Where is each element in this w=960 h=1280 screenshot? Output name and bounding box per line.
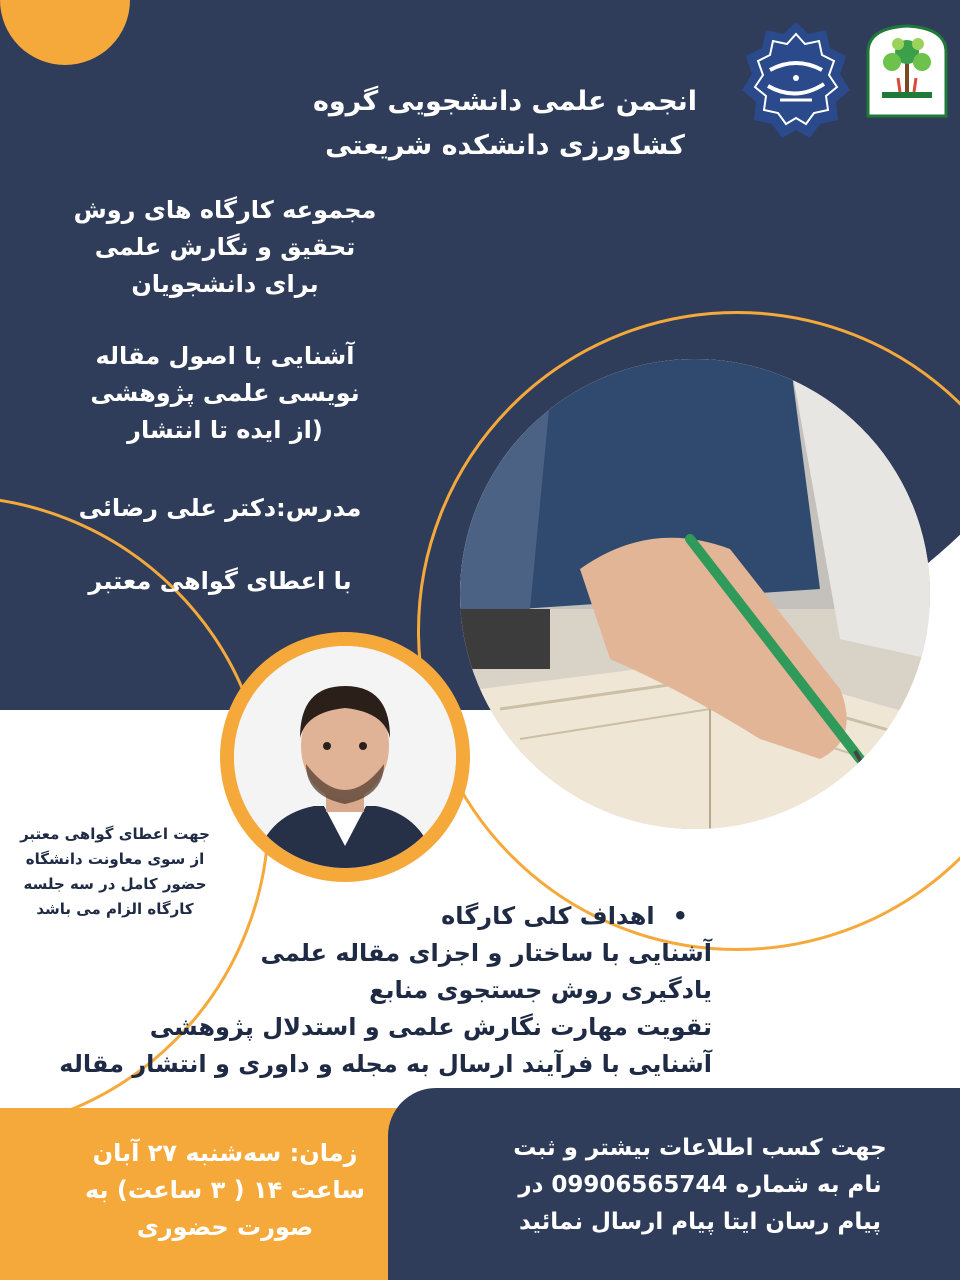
side-note-line4: کارگاه الزام می باشد — [36, 900, 194, 918]
goal-item-4: آشنایی با فرآیند ارسال به مجله و داوری و انتشار مقاله — [59, 1050, 712, 1078]
time-line3: صورت حضوری — [136, 1213, 314, 1241]
workshop-intro-text — [70, 338, 380, 449]
series-line2: تحقیق و نگارش علمی — [94, 233, 356, 261]
header-title-line1: انجمن علمی دانشجویی گروه — [312, 86, 698, 117]
series-line1: مجموعه کارگاه های روش — [73, 196, 377, 224]
teacher-portrait-frame — [220, 632, 470, 882]
writing-photo — [460, 359, 930, 829]
contact-line1: جهت کسب اطلاعات بیشتر و ثبت — [513, 1135, 887, 1161]
header-title-line2: کشاورزی دانشکده شریعتی — [325, 130, 685, 161]
teacher-portrait — [234, 646, 456, 868]
intro-line2: نویسی علمی پژوهشی — [90, 379, 360, 407]
teacher-name: مدرس:دکتر علی رضائی — [78, 494, 362, 522]
time-line1: زمان: سه‌شنبه ۲۷ آبان — [92, 1139, 358, 1167]
goal-item-1: آشنایی با ساختار و اجزای مقاله علمی — [260, 939, 712, 967]
side-note-line2: از سوی معاونت دانشگاه — [25, 850, 205, 868]
bullet-icon: • — [672, 902, 688, 930]
series-line3: برای دانشجویان — [131, 270, 319, 298]
university-logo — [740, 20, 852, 140]
certificate-text: با اعطای گواهی معتبر — [88, 567, 352, 595]
contact-info — [480, 1130, 920, 1241]
contact-line3: پیام رسان ایتا پیام ارسال نمائید — [518, 1209, 882, 1235]
time-line2: ساعت ۱۴ ( ۳ ساعت) به — [84, 1176, 366, 1204]
side-note-line3: حضور کامل در سه جلسه — [23, 875, 207, 893]
agriculture-group-logo — [862, 22, 952, 142]
side-note-line1: جهت اعطای گواهی معتبر — [20, 825, 210, 843]
intro-line3: (از ایده تا انتشار — [127, 416, 323, 444]
goal-item-2: یادگیری روش جستجوی منابع — [369, 976, 712, 1004]
workshop-goals — [40, 898, 712, 1083]
contact-line2: نام به شماره 09906565744 در — [518, 1172, 882, 1198]
goals-title: اهداف کلی کارگاه — [441, 902, 655, 930]
workshop-series-text — [60, 192, 390, 303]
goal-item-3: تقویت مهارت نگارش علمی و استدلال پژوهشی — [149, 1013, 712, 1041]
header-title — [300, 80, 710, 168]
workshop-time — [70, 1135, 380, 1246]
goals-title-row — [40, 898, 712, 935]
intro-line1: آشنایی با اصول مقاله — [95, 342, 355, 370]
